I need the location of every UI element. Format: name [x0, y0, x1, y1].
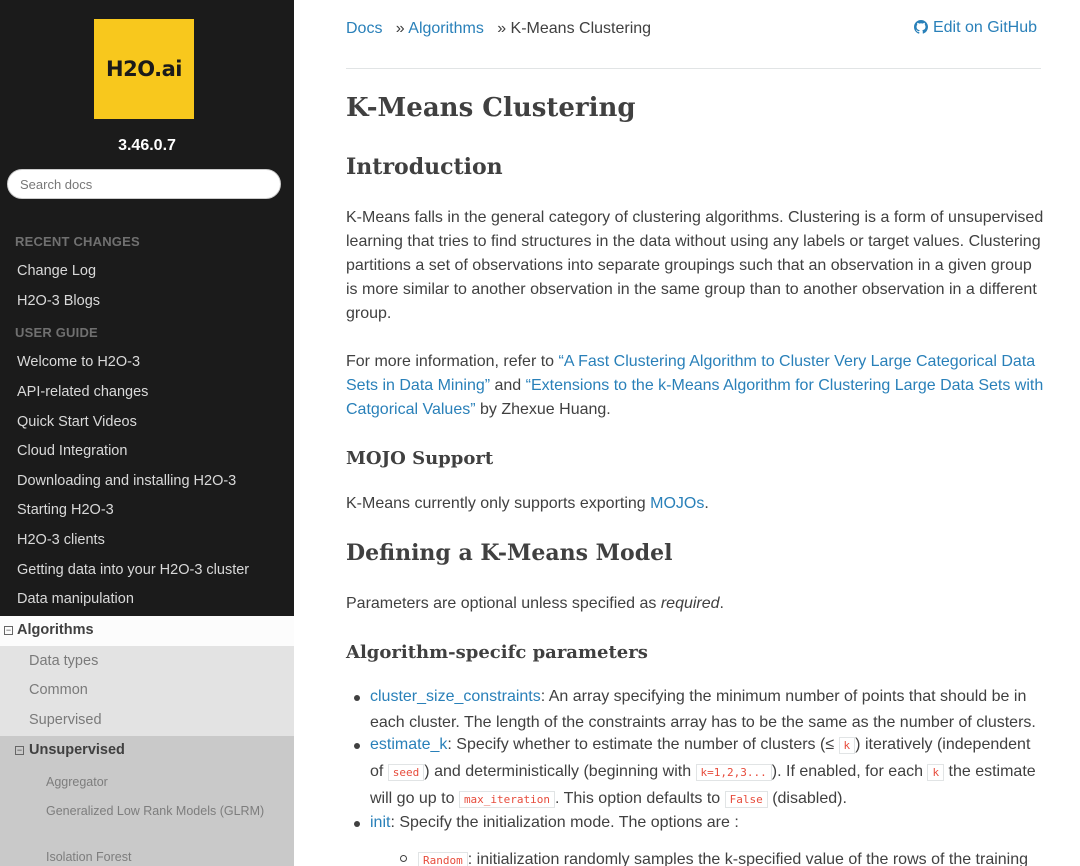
- divider: [346, 68, 1041, 69]
- link-cluster-size-constraints[interactable]: cluster_size_constraints: [370, 688, 541, 705]
- collapse-icon[interactable]: −: [16, 745, 23, 755]
- sidebar-item-algorithms-label[interactable]: Algorithms: [17, 622, 94, 638]
- sidebar-item-clients[interactable]: H2O-3 clients: [17, 532, 105, 548]
- sidebar-item-data-manipulation[interactable]: Data manipulation: [17, 591, 134, 607]
- sidebar-item-aggregator[interactable]: Aggregator: [46, 775, 108, 789]
- version-label: 3.46.0.7: [118, 137, 176, 154]
- edit-on-github-link[interactable]: Edit on GitHub: [914, 19, 1037, 37]
- heading-defining-model: Defining a K-Means Model: [346, 540, 673, 566]
- breadcrumb-separator: »: [497, 20, 507, 37]
- sidebar-item-data-types[interactable]: Data types: [29, 653, 99, 669]
- code-k-sequence: k=1,2,3...: [696, 764, 772, 781]
- collapse-icon[interactable]: −: [5, 625, 12, 635]
- intro-paragraph: K-Means falls in the general category of clustering algorithms. Clustering is a form of unsupervised learning that tries to find structures in the data without using any labels or target values. Clustering partitions a set of observations into separate groupings such that an observation in a given group is more similar to another observation in the same group than to another observation in a different group.: [346, 209, 1044, 322]
- sidebar-item-isolation-forest[interactable]: Isolation Forest: [46, 850, 132, 864]
- param-estimate-k: estimate_k: Specify whether to estimate the number of clusters (≤ k ) iteratively (independent of seed ) and deterministically (beginning with k=1,2,3... ). If enabled, for each k the estimate will go up to max_iteration . This option defaults to False (disabled).: [370, 736, 1036, 807]
- more-info-paragraph: For more information, refer to “A Fast Clustering Algorithm to Cluster Very Large Categorical Data Sets in Data Mining” and “Extensions to the k-Means Algorithm for Clustering Large Data Sets with Catgorical Values” by Zhexue Huang.: [346, 353, 1044, 418]
- sidebar-item-starting[interactable]: Starting H2O-3: [17, 502, 114, 518]
- code-false: False: [725, 791, 768, 808]
- link-estimate-k[interactable]: estimate_k: [370, 736, 448, 753]
- sidebar-item-api-changes[interactable]: API-related changes: [17, 384, 149, 400]
- sidebar-item-getting-data[interactable]: Getting data into your H2O-3 cluster: [17, 562, 250, 578]
- sidebar-item-supervised[interactable]: Supervised: [29, 712, 102, 728]
- bullet: [354, 743, 360, 749]
- caption-user-guide: USER GUIDE: [15, 325, 98, 340]
- code-max-iteration: max_iteration: [459, 791, 555, 808]
- link-mojos[interactable]: MOJOs: [650, 495, 705, 512]
- sidebar-item-downloading[interactable]: Downloading and installing H2O-3: [17, 473, 237, 489]
- caption-recent-changes: RECENT CHANGES: [15, 234, 140, 249]
- sidebar-item-glrm[interactable]: Generalized Low Rank Models (GLRM): [46, 804, 265, 818]
- breadcrumb-separator: »: [395, 20, 405, 37]
- params-paragraph: Parameters are optional unless specified as required.: [346, 595, 724, 612]
- sidebar-item-common[interactable]: Common: [29, 682, 88, 698]
- h2o-logo[interactable]: H2O.ai: [94, 19, 194, 119]
- code-k: k: [839, 737, 856, 754]
- bullet: [400, 855, 407, 862]
- sidebar-item-welcome[interactable]: Welcome to H2O-3: [17, 354, 141, 370]
- link-extensions-kmeans[interactable]: “Extensions to the k-Means Algorithm for Clustering Large Data Sets with Catgorical Values”: [346, 377, 1044, 418]
- sidebar-item-change-log[interactable]: Change Log: [17, 263, 97, 279]
- sidebar-item-h2o3-blogs[interactable]: H2O-3 Blogs: [17, 293, 101, 309]
- link-init[interactable]: init: [370, 814, 391, 831]
- search-input[interactable]: [7, 169, 281, 199]
- param-init: init: Specify the initialization mode. The options are :: [370, 814, 739, 831]
- sidebar-item-quick-start-videos[interactable]: Quick Start Videos: [17, 414, 137, 430]
- init-option-random: Random : initialization randomly samples the k-specified value of the rows of the training: [418, 847, 1058, 866]
- param-cluster-size-constraints: cluster_size_constraints: An array specifying the minimum number of points that should be in each cluster. The length of the constraints array has to be the same as the number of clusters.: [370, 688, 1036, 731]
- main-content: [294, 0, 1080, 866]
- sidebar: [0, 0, 294, 866]
- heading-mojo-support: MOJO Support: [346, 448, 494, 469]
- mojo-paragraph: K-Means currently only supports exporting MOJOs.: [346, 495, 709, 512]
- code-random: Random: [418, 852, 468, 866]
- github-icon: [914, 20, 928, 34]
- sidebar-item-unsupervised[interactable]: Unsupervised: [29, 742, 125, 758]
- breadcrumb: [346, 20, 651, 38]
- heading-algorithm-params: Algorithm-specifc parameters: [346, 642, 648, 663]
- bullet: [354, 821, 360, 827]
- sidebar-item-cloud-integration[interactable]: Cloud Integration: [17, 443, 128, 459]
- heading-introduction: Introduction: [346, 154, 503, 180]
- code-seed: seed: [388, 764, 425, 781]
- code-k: k: [927, 764, 944, 781]
- breadcrumb-algorithms[interactable]: Algorithms: [408, 20, 484, 37]
- bullet: [354, 695, 360, 701]
- page-title: K-Means Clustering: [346, 93, 636, 123]
- breadcrumb-current: K-Means Clustering: [510, 20, 652, 37]
- link-fast-clustering[interactable]: “A Fast Clustering Algorithm to Cluster Very Large Categorical Data Sets in Data Mining”: [346, 353, 1036, 394]
- breadcrumb-docs[interactable]: Docs: [346, 20, 383, 37]
